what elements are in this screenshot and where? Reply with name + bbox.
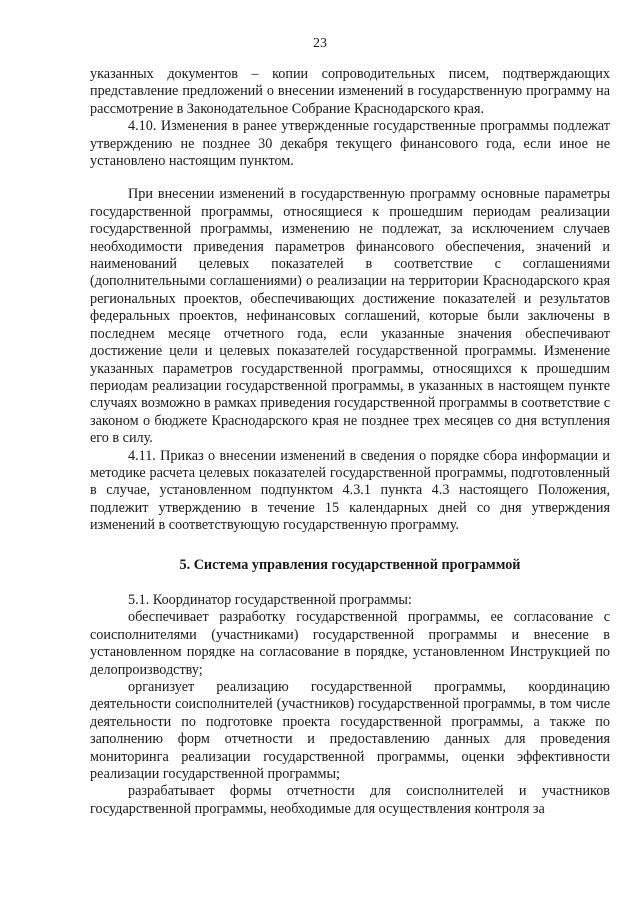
paragraph-coordinator-duty-1: обеспечивает разработку государственной программы, ее согласование с соисполнителями (участниками) государственной программы и внесение в установленном порядке на согласование в порядке, установленном Инструкцией по делопроизводству; <box>90 609 610 678</box>
page-number: 23 <box>313 36 327 51</box>
document-body <box>90 66 610 818</box>
paragraph-continuation: указанных документов – копии сопроводительных писем, подтверждающих представление предложений о внесении изменений в государственную программу на рассмотрение в Законодательное Собрание Краснодарского края. <box>90 66 610 117</box>
paragraph-coordinator-duty-3: разрабатывает формы отчетности для соисполнителей и участников государственной программы, необходимые для осуществления контроля за <box>90 783 610 817</box>
section-heading: 5. Система управления государственной программой <box>179 556 521 573</box>
paragraph-4-10: 4.10. Изменения в ранее утвержденные государственные программы подлежат утверждению не позднее 30 декабря текущего финансового года, если иное не установлено настоящим пунктом. <box>90 118 610 170</box>
paragraph-4-11: 4.11. Приказ о внесении изменений в сведения о порядке сбора информации и методике расчета целевых показателей государственной программы, подготовленный в случае, установленном подпунктом 4.3.1 пункта 4.3 настоящего Положения, подлежит утверждению в течение 15 календарных дней со дня утверждения изменений в соответствующую государственную программу. <box>90 447 610 534</box>
paragraph-5-1: 5.1. Координатор государственной программы: <box>128 591 412 608</box>
paragraph-coordinator-duty-2: организует реализацию государственной программы, координацию деятельности соисполнителей (участников) государственной программы, в том числе деятельности по подготовке проекта государственной программы, а также по заполнению форм отчетности и предоставлению данных для проведения мониторинга реализации государственной программы, оценки эффективности реализации государственной программы; <box>90 679 610 783</box>
paragraph-amendment-rules: При внесении изменений в государственную программу основные параметры государственной программы, относящиеся к прошедшим периодам реализации государственной программы, изменению не подлежат, за исключением случаев необходимости приведения параметров финансового обеспечения, значений и наименований целевых показателей в соответствие с соглашениями (дополнительными соглашениями) о реализации на территории Краснодарского края региональных проектов, обеспечивающих достижение показателей и результатов федеральных проектов, нефинансовых соглашений, которые были заключены в последнем месяце отчетного года, если указанные значения обеспечивают достижение цели и целевых показателей государственной программы. Изменение указанных параметров государственной программы, относящихся к прошедшим периодам реализации государственной программы, в указанных в настоящем пункте случаях возможно в рамках приведения государственной программы в соответствие с законом о бюджете Краснодарского края не позднее трех месяцев со дня вступления его в силу. <box>90 186 610 447</box>
